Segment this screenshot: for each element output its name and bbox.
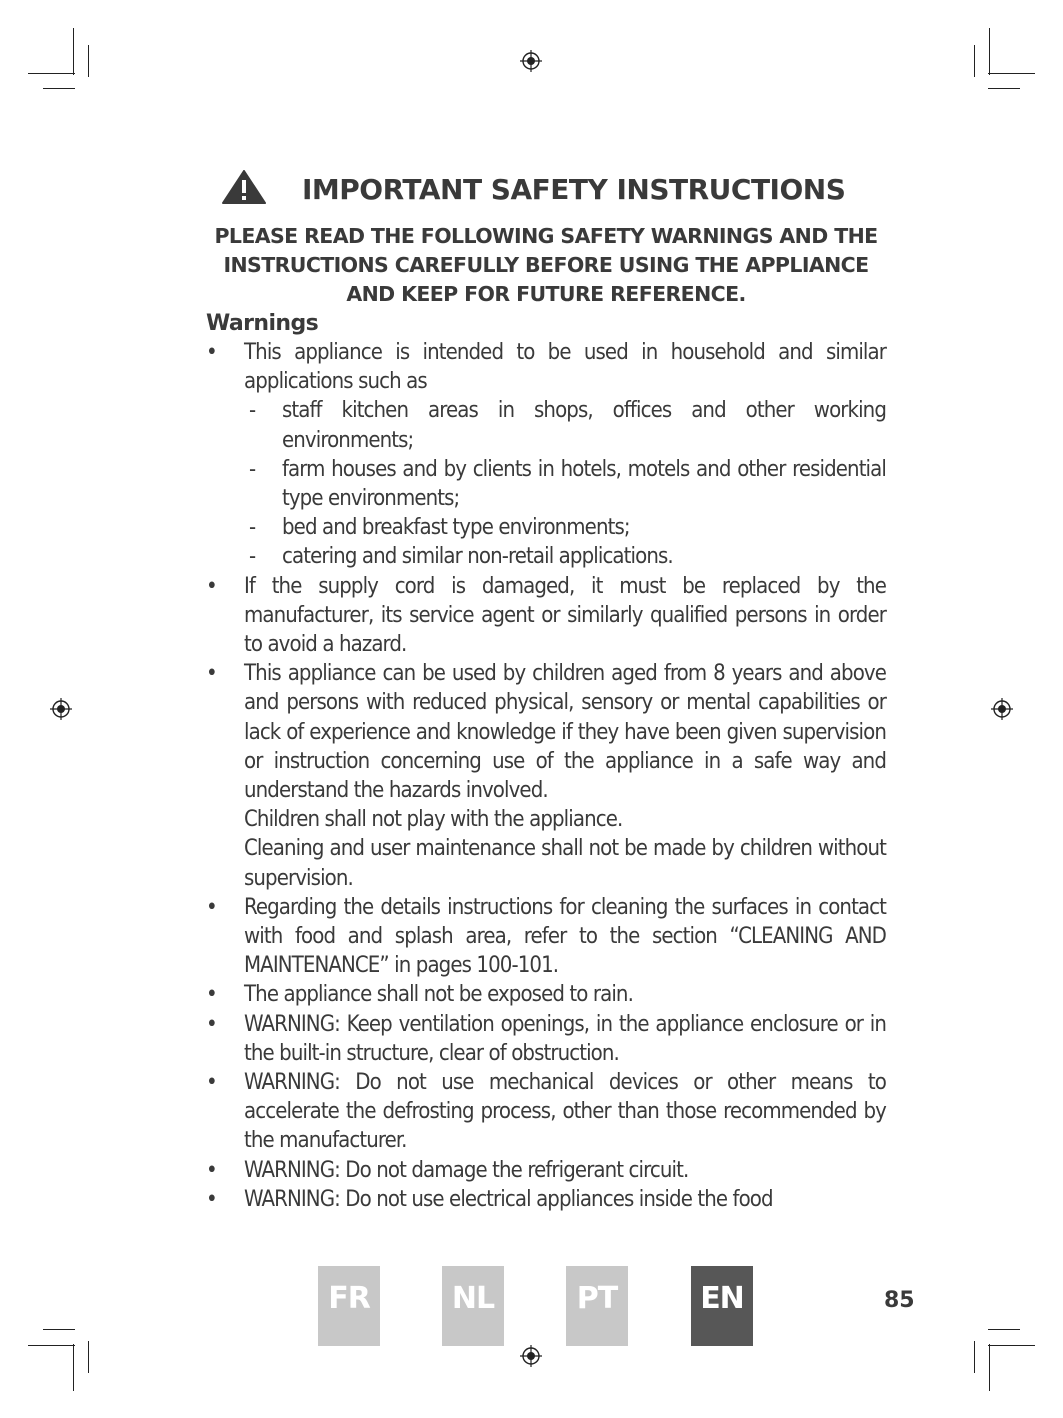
language-tab-nl[interactable] — [442, 1266, 504, 1346]
page-title: IMPORTANT SAFETY INSTRUCTIONS — [302, 173, 846, 206]
list-item: • Regarding the details instructions for cleaning the surfaces in contact with food and splash area, refer to the section “CLEANING AND MAINTENANCE” in pages 100-101. — [206, 893, 886, 981]
subtitle-line: INSTRUCTIONS CAREFULLY BEFORE USING THE APPLIANCE — [223, 253, 869, 277]
sub-list-item: - catering and similar non-retail applications. — [244, 542, 886, 571]
registration-mark-icon — [520, 1345, 542, 1367]
subtitle — [206, 222, 886, 309]
language-tab-en[interactable] — [691, 1266, 753, 1346]
language-tab-fr[interactable] — [318, 1266, 380, 1346]
warning-triangle-icon — [222, 170, 266, 204]
list-item: • WARNING: Do not damage the refrigerant circuit. — [206, 1156, 886, 1185]
list-item: • The appliance shall not be exposed to rain. — [206, 980, 886, 1009]
language-tab-pt[interactable] — [566, 1266, 628, 1346]
sub-list-item: - farm houses and by clients in hotels, motels and other residential type environments; — [244, 455, 886, 513]
page-number: 85 — [884, 1288, 915, 1313]
sub-list-item: - staff kitchen areas in shops, offices and other working environments; — [244, 396, 886, 454]
subtitle-line: PLEASE READ THE FOLLOWING SAFETY WARNINGS AND THE — [214, 224, 878, 248]
list-item: • WARNING: Do not use mechanical devices or other means to accelerate the defrosting process, other than those recommended by the manufacturer. — [206, 1068, 886, 1156]
list-item: • WARNING: Keep ventilation openings, in the appliance enclosure or in the built-in structure, clear of obstruction. — [206, 1010, 886, 1068]
list-item — [206, 338, 886, 572]
language-code: NL — [451, 1281, 495, 1316]
warnings-list — [206, 338, 886, 1214]
list-item: • WARNING: Do not use electrical appliances inside the food — [206, 1185, 886, 1214]
title-row — [206, 170, 886, 210]
list-item-paragraph: Children shall not play with the appliance. — [244, 807, 623, 833]
registration-mark-icon — [50, 698, 72, 720]
list-item-paragraph: Cleaning and user maintenance shall not be made by children without supervision. — [244, 836, 886, 891]
sub-list — [244, 396, 886, 571]
safety-instructions — [206, 170, 886, 1214]
language-code: EN — [700, 1281, 744, 1316]
registration-mark-icon — [991, 698, 1013, 720]
sub-list-item: - bed and breakfast type environments; — [244, 513, 886, 542]
language-code: PT — [576, 1281, 618, 1316]
list-item-text: • This appliance can be used by children aged from 8 years and above and persons with reduced physical, sensory or mental capabilities or lack of experience and knowledge if they have been given supervision or instruction concerning use of the appliance in a safe way and understand the hazards involved. — [244, 661, 886, 804]
section-heading: Warnings — [206, 311, 319, 336]
registration-mark-icon — [520, 50, 542, 72]
list-item: • If the supply cord is damaged, it must be replaced by the manufacturer, its service agent or similarly qualified persons in order to avoid a hazard. — [206, 572, 886, 660]
list-item-text: This appliance is intended to be used in household and similar applications such as — [244, 340, 886, 395]
subtitle-line: AND KEEP FOR FUTURE REFERENCE. — [346, 282, 746, 306]
language-code: FR — [328, 1281, 370, 1316]
list-item — [206, 659, 886, 893]
